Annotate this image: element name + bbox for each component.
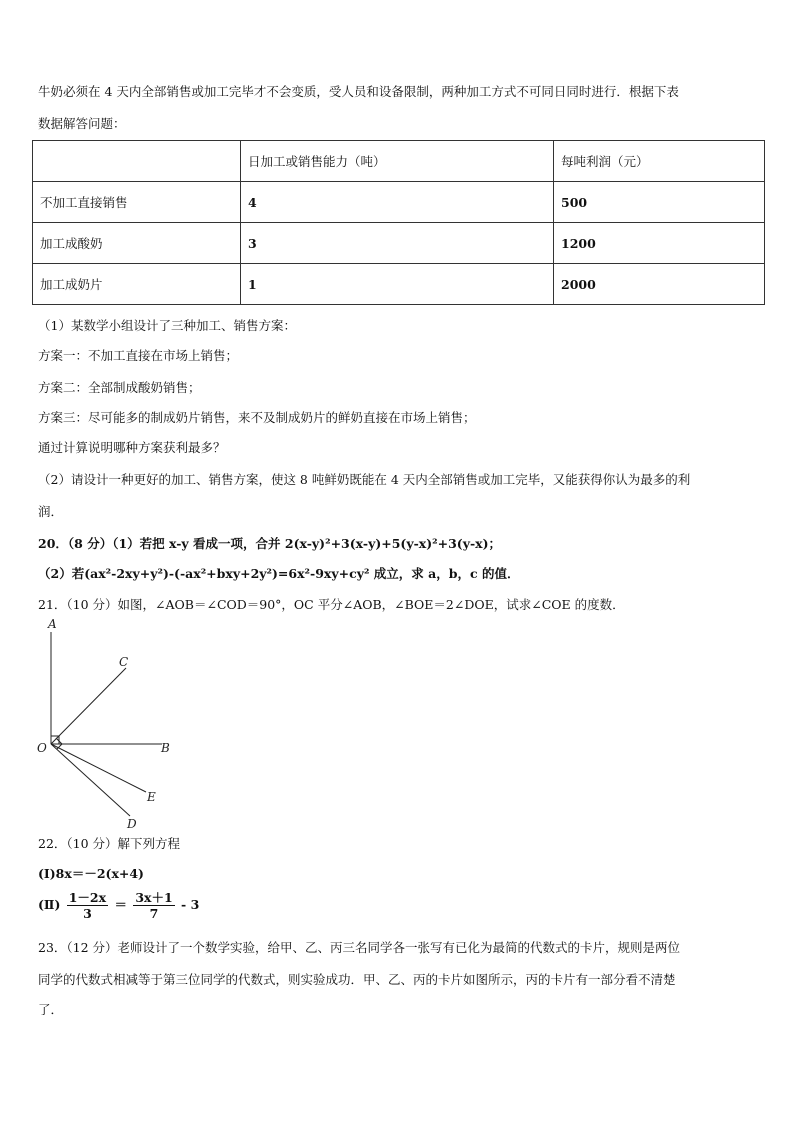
q20-line2: （2）若(ax²-2xy+y²)-(-ax²+bxy+2y²)=6x²-9xy+cy² 成立，求 a，b，c 的值． <box>38 566 520 581</box>
table-row <box>33 264 765 305</box>
table-cell: 加工成酸奶 <box>33 223 241 264</box>
label-d: D <box>127 817 137 831</box>
q19-plan2: 方案二：全部制成酸奶销售； <box>38 380 201 395</box>
table-cell: 3 <box>241 223 554 264</box>
table-cell: 4 <box>241 182 554 223</box>
q20-line1: 20．（8 分）（1）若把 x-y 看成一项，合并 2(x-y)²+3(x-y)+5(y-x)²+3(y-x)； <box>38 536 502 551</box>
rhs-numerator: 3x＋1 <box>135 890 173 905</box>
q23-line2: 同学的代数式相减等于第三位同学的代数式，则实验成功．甲、乙、丙的卡片如图所示，丙的卡片有一部分看不清楚 <box>38 972 676 987</box>
q22-eq2 <box>38 890 199 921</box>
label-e: E <box>147 790 156 804</box>
q23-line3: 了． <box>38 1002 64 1017</box>
data-table <box>32 140 765 305</box>
ray-oe <box>51 744 146 792</box>
label-b: B <box>161 741 170 755</box>
intro-line-2: 数据解答问题： <box>38 116 126 131</box>
ray-oc <box>51 668 126 744</box>
rhs-denominator: 7 <box>149 906 159 921</box>
intro-line-1: 牛奶必须在 4 天内全部销售或加工完毕才不会变质，受人员和设备限制，两种加工方式不可同日同时进行．根据下表 <box>38 84 679 99</box>
q23-line1: 23．（12 分）老师设计了一个数学实验，给甲、乙、丙三名同学各一张写有已化为最简的代数式的卡片，规则是两位 <box>38 940 681 955</box>
q19-part2-line2: 润． <box>38 504 64 519</box>
table-cell: 2000 <box>554 264 765 305</box>
q21-text: 21．（10 分）如图，∠AOB＝∠COD＝90°，OC 平分∠AOB，∠BOE＝2∠DOE，试求∠COE 的度数． <box>38 597 625 612</box>
q22-title: 22．（10 分）解下列方程 <box>38 836 181 851</box>
table-row <box>33 223 765 264</box>
table-cell: 500 <box>554 182 765 223</box>
q22-eq1: (Ⅰ)8x＝－2(x+4) <box>38 866 144 881</box>
q19-part2-line1: （2）请设计一种更好的加工、销售方案，使这 8 吨鲜奶既能在 4 天内全部销售或加工完毕，又能获得你认为最多的利 <box>38 472 691 487</box>
table-cell: 1 <box>241 264 554 305</box>
angle-diagram <box>30 612 190 832</box>
table-header-cell: 每吨利润（元） <box>554 141 765 182</box>
eq2-prefix: (Ⅱ) <box>38 897 61 912</box>
fraction-rhs <box>133 890 174 921</box>
label-c: C <box>119 655 129 669</box>
ray-od <box>51 744 130 816</box>
equals-sign: ＝ <box>114 897 127 912</box>
q19-plan3: 方案三：尽可能多的制成奶片销售，来不及制成奶片的鲜奶直接在市场上销售； <box>38 410 476 425</box>
eq2-suffix: - 3 <box>181 897 200 912</box>
label-o: O <box>37 741 47 755</box>
q19-part1: （1）某数学小组设计了三种加工、销售方案： <box>38 318 296 333</box>
q19-ask: 通过计算说明哪种方案获利最多？ <box>38 440 226 455</box>
fraction-lhs <box>67 890 108 921</box>
table-header-cell <box>33 141 241 182</box>
table-cell: 加工成奶片 <box>33 264 241 305</box>
lhs-numerator: 1－2x <box>68 890 107 905</box>
lhs-denominator: 3 <box>83 906 92 921</box>
table-header-row <box>33 141 765 182</box>
q19-plan1: 方案一：不加工直接在市场上销售； <box>38 348 239 363</box>
table-cell: 不加工直接销售 <box>33 182 241 223</box>
table-header-cell: 日加工或销售能力（吨） <box>241 141 554 182</box>
table-row <box>33 182 765 223</box>
table-cell: 1200 <box>554 223 765 264</box>
label-a: A <box>48 617 57 631</box>
